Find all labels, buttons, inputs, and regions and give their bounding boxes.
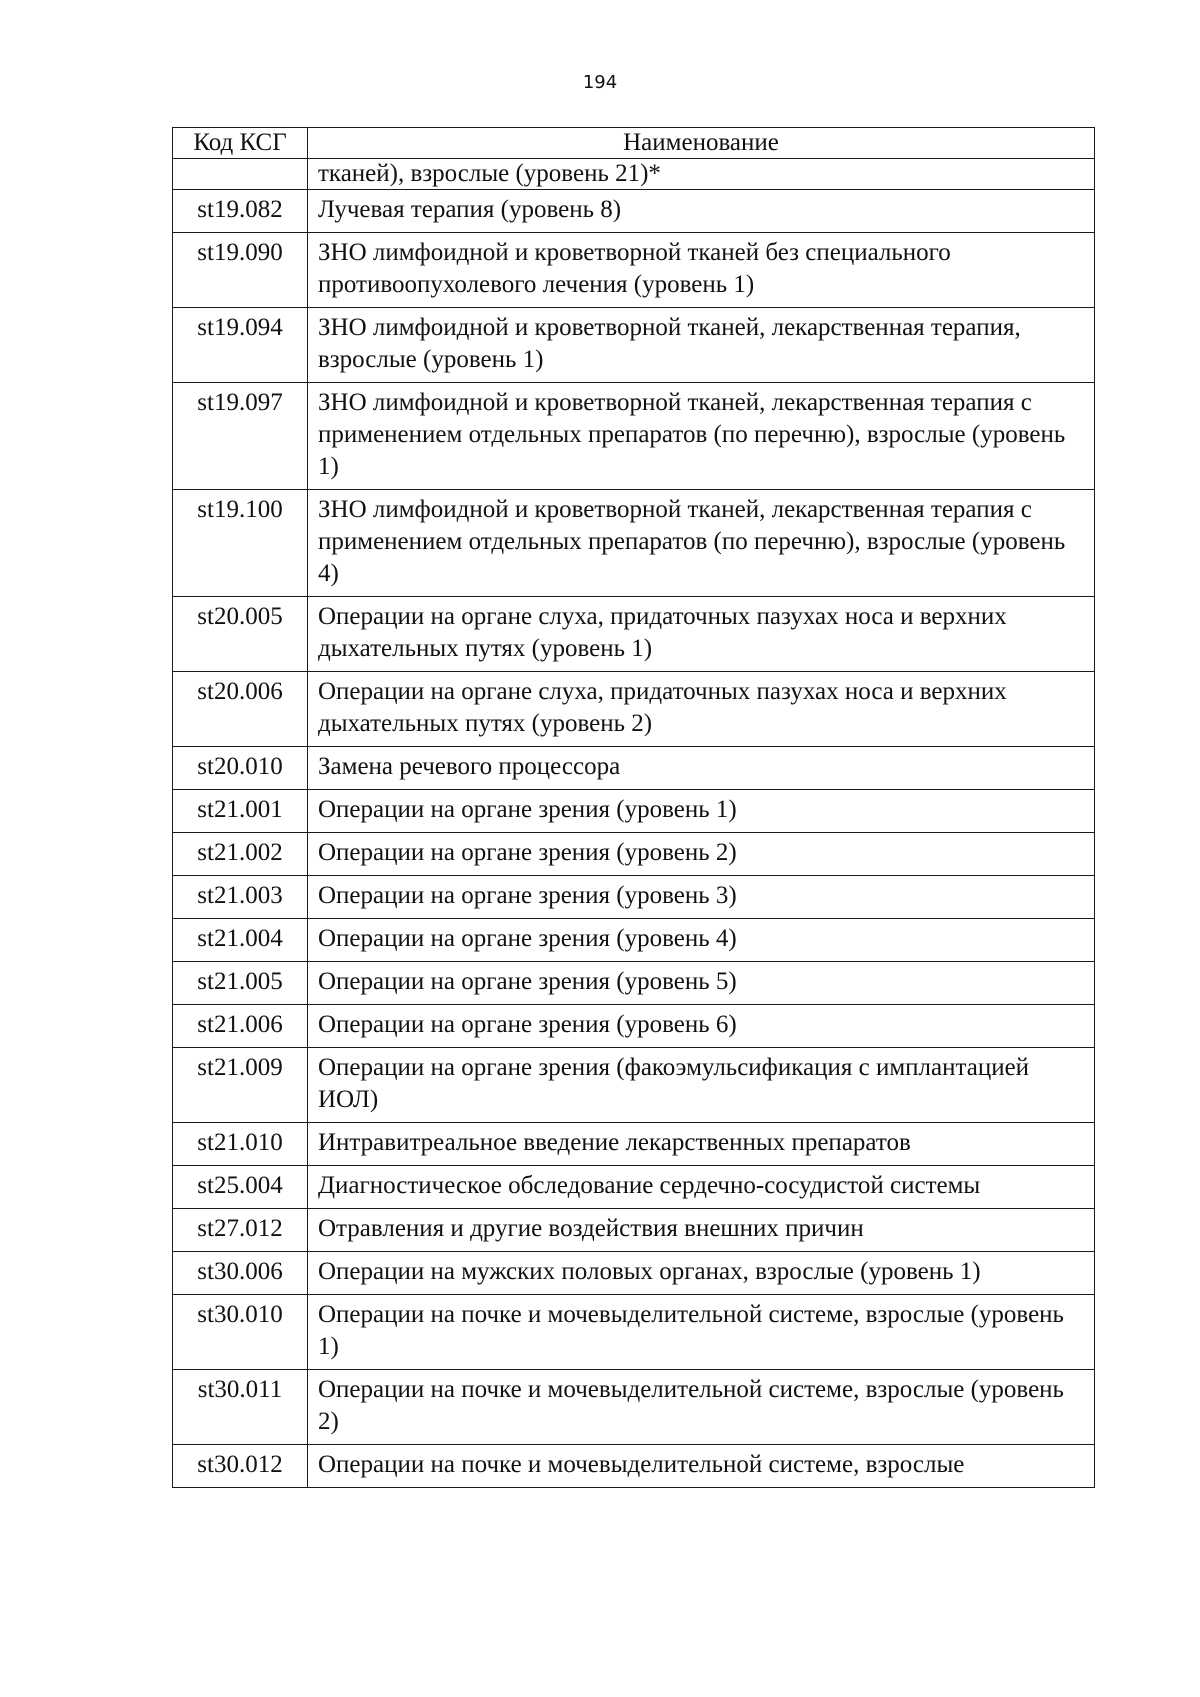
ksg-name-cell: ЗНО лимфоидной и кроветворной тканей, лекарственная терапия с применением отдельных препаратов (по перечню), взрослые (уровень 4) <box>308 490 1095 597</box>
table-row <box>173 833 1095 876</box>
ksg-name-cell: Диагностическое обследование сердечно-сосудистой системы <box>308 1166 1095 1209</box>
ksg-code-cell: st21.006 <box>173 1005 308 1048</box>
ksg-code-cell <box>173 159 308 190</box>
table-row <box>173 790 1095 833</box>
table-row <box>173 1209 1095 1252</box>
table-header-row <box>173 128 1095 159</box>
ksg-code-cell: st19.100 <box>173 490 308 597</box>
ksg-code-cell: st20.010 <box>173 747 308 790</box>
ksg-code-cell: st20.005 <box>173 597 308 672</box>
table-row <box>173 1166 1095 1209</box>
ksg-code-cell: st21.002 <box>173 833 308 876</box>
ksg-name-cell: Операции на органе слуха, придаточных пазухах носа и верхних дыхательных путях (уровень 1) <box>308 597 1095 672</box>
ksg-name-cell: Операции на почке и мочевыделительной системе, взрослые (уровень 2) <box>308 1370 1095 1445</box>
ksg-code-cell: st30.012 <box>173 1445 308 1488</box>
ksg-name-cell: Операции на органе зрения (уровень 4) <box>308 919 1095 962</box>
table-row <box>173 962 1095 1005</box>
table-row <box>173 383 1095 490</box>
ksg-name-cell: Операции на органе зрения (уровень 5) <box>308 962 1095 1005</box>
ksg-code-cell: st21.004 <box>173 919 308 962</box>
ksg-code-cell: st21.005 <box>173 962 308 1005</box>
ksg-code-cell: st19.090 <box>173 233 308 308</box>
table-row <box>173 1252 1095 1295</box>
ksg-code-cell: st30.011 <box>173 1370 308 1445</box>
ksg-table <box>172 127 1095 1488</box>
ksg-code-cell: st25.004 <box>173 1166 308 1209</box>
table-row <box>173 876 1095 919</box>
table-row <box>173 747 1095 790</box>
table-row <box>173 1005 1095 1048</box>
table-row <box>173 490 1095 597</box>
header-name: Наименование <box>308 128 1095 159</box>
ksg-code-cell: st27.012 <box>173 1209 308 1252</box>
ksg-code-cell: st19.082 <box>173 190 308 233</box>
ksg-name-cell: Операции на органе зрения (уровень 3) <box>308 876 1095 919</box>
ksg-code-cell: st21.010 <box>173 1123 308 1166</box>
table-row <box>173 597 1095 672</box>
ksg-name-cell: Замена речевого процессора <box>308 747 1095 790</box>
ksg-name-cell: Операции на органе зрения (уровень 2) <box>308 833 1095 876</box>
ksg-name-cell: Операции на мужских половых органах, взрослые (уровень 1) <box>308 1252 1095 1295</box>
ksg-name-cell: Операции на органе зрения (уровень 6) <box>308 1005 1095 1048</box>
header-code: Код КСГ <box>173 128 308 159</box>
ksg-name-cell: ЗНО лимфоидной и кроветворной тканей, лекарственная терапия с применением отдельных препаратов (по перечню), взрослые (уровень 1) <box>308 383 1095 490</box>
ksg-code-cell: st21.009 <box>173 1048 308 1123</box>
table-row <box>173 1445 1095 1488</box>
ksg-name-cell: Операции на органе зрения (уровень 1) <box>308 790 1095 833</box>
ksg-code-cell: st19.094 <box>173 308 308 383</box>
page-number: 194 <box>582 72 618 93</box>
table-row <box>173 159 1095 190</box>
ksg-name-cell: Интравитреальное введение лекарственных препаратов <box>308 1123 1095 1166</box>
ksg-code-cell: st30.010 <box>173 1295 308 1370</box>
table-row <box>173 1123 1095 1166</box>
ksg-name-cell: Операции на органе слуха, придаточных пазухах носа и верхних дыхательных путях (уровень 2) <box>308 672 1095 747</box>
ksg-name-cell: Операции на почке и мочевыделительной системе, взрослые <box>308 1445 1095 1488</box>
ksg-code-cell: st21.001 <box>173 790 308 833</box>
ksg-code-cell: st20.006 <box>173 672 308 747</box>
ksg-name-cell: Лучевая терапия (уровень 8) <box>308 190 1095 233</box>
ksg-table-container <box>172 127 1094 1488</box>
ksg-name-cell: тканей), взрослые (уровень 21)* <box>308 159 1095 190</box>
table-row <box>173 919 1095 962</box>
table-row <box>173 233 1095 308</box>
ksg-name-cell: Операции на органе зрения (факоэмульсификация с имплантацией ИОЛ) <box>308 1048 1095 1123</box>
table-row <box>173 1370 1095 1445</box>
ksg-name-cell: ЗНО лимфоидной и кроветворной тканей без специального противоопухолевого лечения (уровень 1) <box>308 233 1095 308</box>
ksg-name-cell: ЗНО лимфоидной и кроветворной тканей, лекарственная терапия, взрослые (уровень 1) <box>308 308 1095 383</box>
ksg-code-cell: st21.003 <box>173 876 308 919</box>
ksg-name-cell: Отравления и другие воздействия внешних причин <box>308 1209 1095 1252</box>
table-row <box>173 1048 1095 1123</box>
table-body <box>173 159 1095 1488</box>
table-row <box>173 1295 1095 1370</box>
table-row <box>173 190 1095 233</box>
ksg-code-cell: st19.097 <box>173 383 308 490</box>
table-row <box>173 672 1095 747</box>
ksg-name-cell: Операции на почке и мочевыделительной системе, взрослые (уровень 1) <box>308 1295 1095 1370</box>
table-row <box>173 308 1095 383</box>
ksg-code-cell: st30.006 <box>173 1252 308 1295</box>
